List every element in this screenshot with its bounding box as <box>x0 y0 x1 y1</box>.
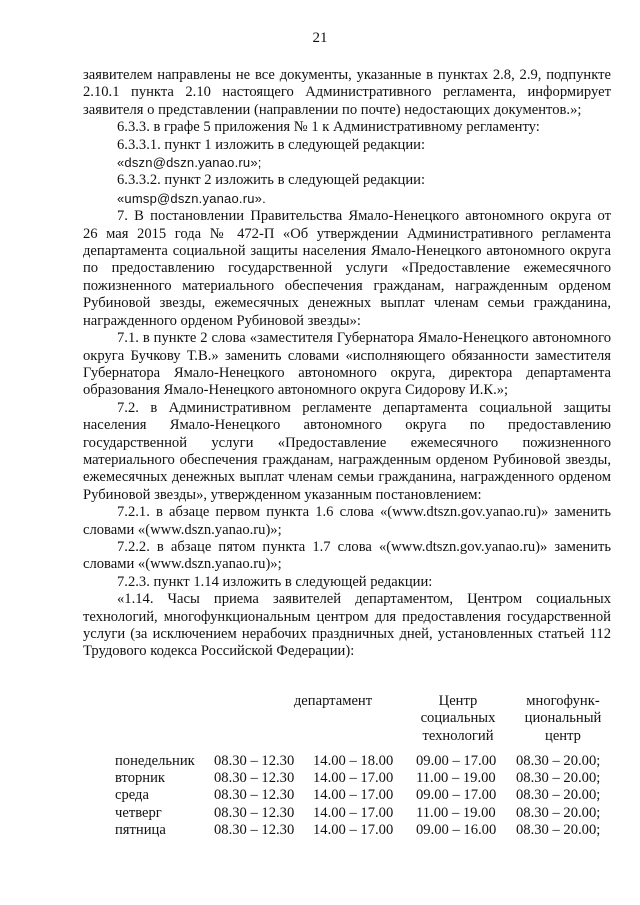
header-mfc: многофунк-циональный центр <box>524 693 602 744</box>
dept-morning: 08.30 – 12.30 <box>214 821 295 838</box>
paragraph-continuation: заявителем направлены не все документы, указанные в пунктах 2.8, 2.9, подпункте 2.10.1 пункта 2.10 настоящего Административного регламента, информирует заявителя о представлении (направлении по почте) недостающих документов.»; <box>83 67 611 118</box>
social-center-hours: 09.00 – 16.00 <box>416 821 497 838</box>
email-umsp <box>83 190 611 208</box>
schedule-table <box>83 693 611 839</box>
paragraph-7-2-2: 7.2.2. в абзаце пятом пункта 1.7 слова «(www.dtszn.gov.yanao.ru)» заменить словами «(www.dszn.yanao.ru)»; <box>83 538 611 573</box>
day-label: вторник <box>115 770 166 787</box>
day-label: понедельник <box>115 753 195 769</box>
schedule-row <box>83 822 611 839</box>
social-center-hours: 09.00 – 17.00 <box>416 753 497 769</box>
paragraph-6-3-3: 6.3.3. в графе 5 приложения № 1 к Административному регламенту: <box>117 119 540 136</box>
schedule-row <box>83 805 611 822</box>
social-center-hours: 11.00 – 19.00 <box>416 770 496 787</box>
dept-morning: 08.30 – 12.30 <box>214 770 295 787</box>
email-dszn <box>83 154 611 172</box>
paragraph-7-2: 7.2. в Административном регламенте департамента социальной защиты населения Ямало-Ненецкого автономного округа по предоставлению государственной услуги «Предоставление ежемесячного пожизненного материального обеспечения гражданам, награжденным орденом Рубиновой звезды, ежемесячных денежных выплат членам семьи гражданина, награжденного орденом Рубиновой звезды», утвержденном указанным постановлением: <box>83 399 611 503</box>
mfc-hours: 08.30 – 20.00; <box>516 821 601 838</box>
email-umsp-text: «umsp@dszn.yanao.ru». <box>117 190 266 206</box>
dept-afternoon: 14.00 – 17.00 <box>313 787 394 804</box>
mfc-hours: 08.30 – 20.00; <box>516 787 601 804</box>
schedule-row <box>83 787 611 804</box>
schedule-row <box>83 753 611 770</box>
social-center-hours: 11.00 – 19.00 <box>416 804 496 821</box>
mfc-hours: 08.30 – 20.00; <box>516 753 601 769</box>
dept-afternoon: 14.00 – 17.00 <box>313 770 394 787</box>
paragraph-7: 7. В постановлении Правительства Ямало-Ненецкого автономного округа от 26 мая 2015 года № 472-П «Об утверждении Административного регламента департамента социальной защиты населения Ямало-Ненецкого автономного округа по предоставлению государственной услуги «Предоставление ежемесячного пожизненного материального обеспечения гражданам, награжденным орденом Рубиновой звезды, ежемесячных денежных выплат членам семьи гражданина, награжденного орденом Рубиновой звезды»: <box>83 208 611 329</box>
paragraph-1-14: «1.14. Часы приема заявителей департаментом, Центром социальных технологий, многофункциональным центром для предоставления государственной услуги (за исключением нерабочих праздничных дней, установленных статьей 112 Трудового кодекса Российской Федерации): <box>83 591 611 660</box>
day-label: среда <box>115 787 149 804</box>
header-department: департамент <box>293 693 373 709</box>
paragraph-7-2-1: 7.2.1. в абзаце первом пункта 1.6 слова «(www.dtszn.gov.yanao.ru)» заменить словами «(www.dszn.yanao.ru)»; <box>83 504 611 538</box>
paragraph-6-3-3-1: 6.3.3.1. пункт 1 изложить в следующей редакции: <box>117 136 426 153</box>
dept-afternoon: 14.00 – 17.00 <box>313 821 394 838</box>
header-social-center: Центр социальных технологий <box>420 693 496 744</box>
schedule-header <box>83 693 611 753</box>
page-number: 21 <box>312 30 328 46</box>
email-dszn-text: «dszn@dszn.yanao.ru»; <box>117 155 262 171</box>
social-center-hours: 09.00 – 17.00 <box>416 787 497 804</box>
mfc-hours: 08.30 – 20.00; <box>516 804 601 821</box>
document-body <box>83 67 611 661</box>
dept-morning: 08.30 – 12.30 <box>214 804 295 821</box>
dept-morning: 08.30 – 12.30 <box>214 787 295 804</box>
dept-morning: 08.30 – 12.30 <box>214 753 295 769</box>
paragraph-6-3-3-2: 6.3.3.2. пункт 2 изложить в следующей редакции: <box>117 172 426 189</box>
paragraph-7-1: 7.1. в пункте 2 слова «заместителя Губернатора Ямало-Ненецкого автономного округа Бучкову Т.В.» заменить словами «исполняющего обязанности заместителя Губернатора Ямало-Ненецкого автономного округа, директора департамента образования Ямало-Ненецкого автономного округа Сидорову И.К.»; <box>83 330 611 399</box>
mfc-hours: 08.30 – 20.00; <box>516 770 601 787</box>
day-label: четверг <box>115 804 162 821</box>
day-label: пятница <box>115 821 166 838</box>
schedule-row <box>83 770 611 787</box>
dept-afternoon: 14.00 – 18.00 <box>313 753 394 769</box>
dept-afternoon: 14.00 – 17.00 <box>313 804 394 821</box>
paragraph-7-2-3: 7.2.3. пункт 1.14 изложить в следующей редакции: <box>117 573 433 590</box>
